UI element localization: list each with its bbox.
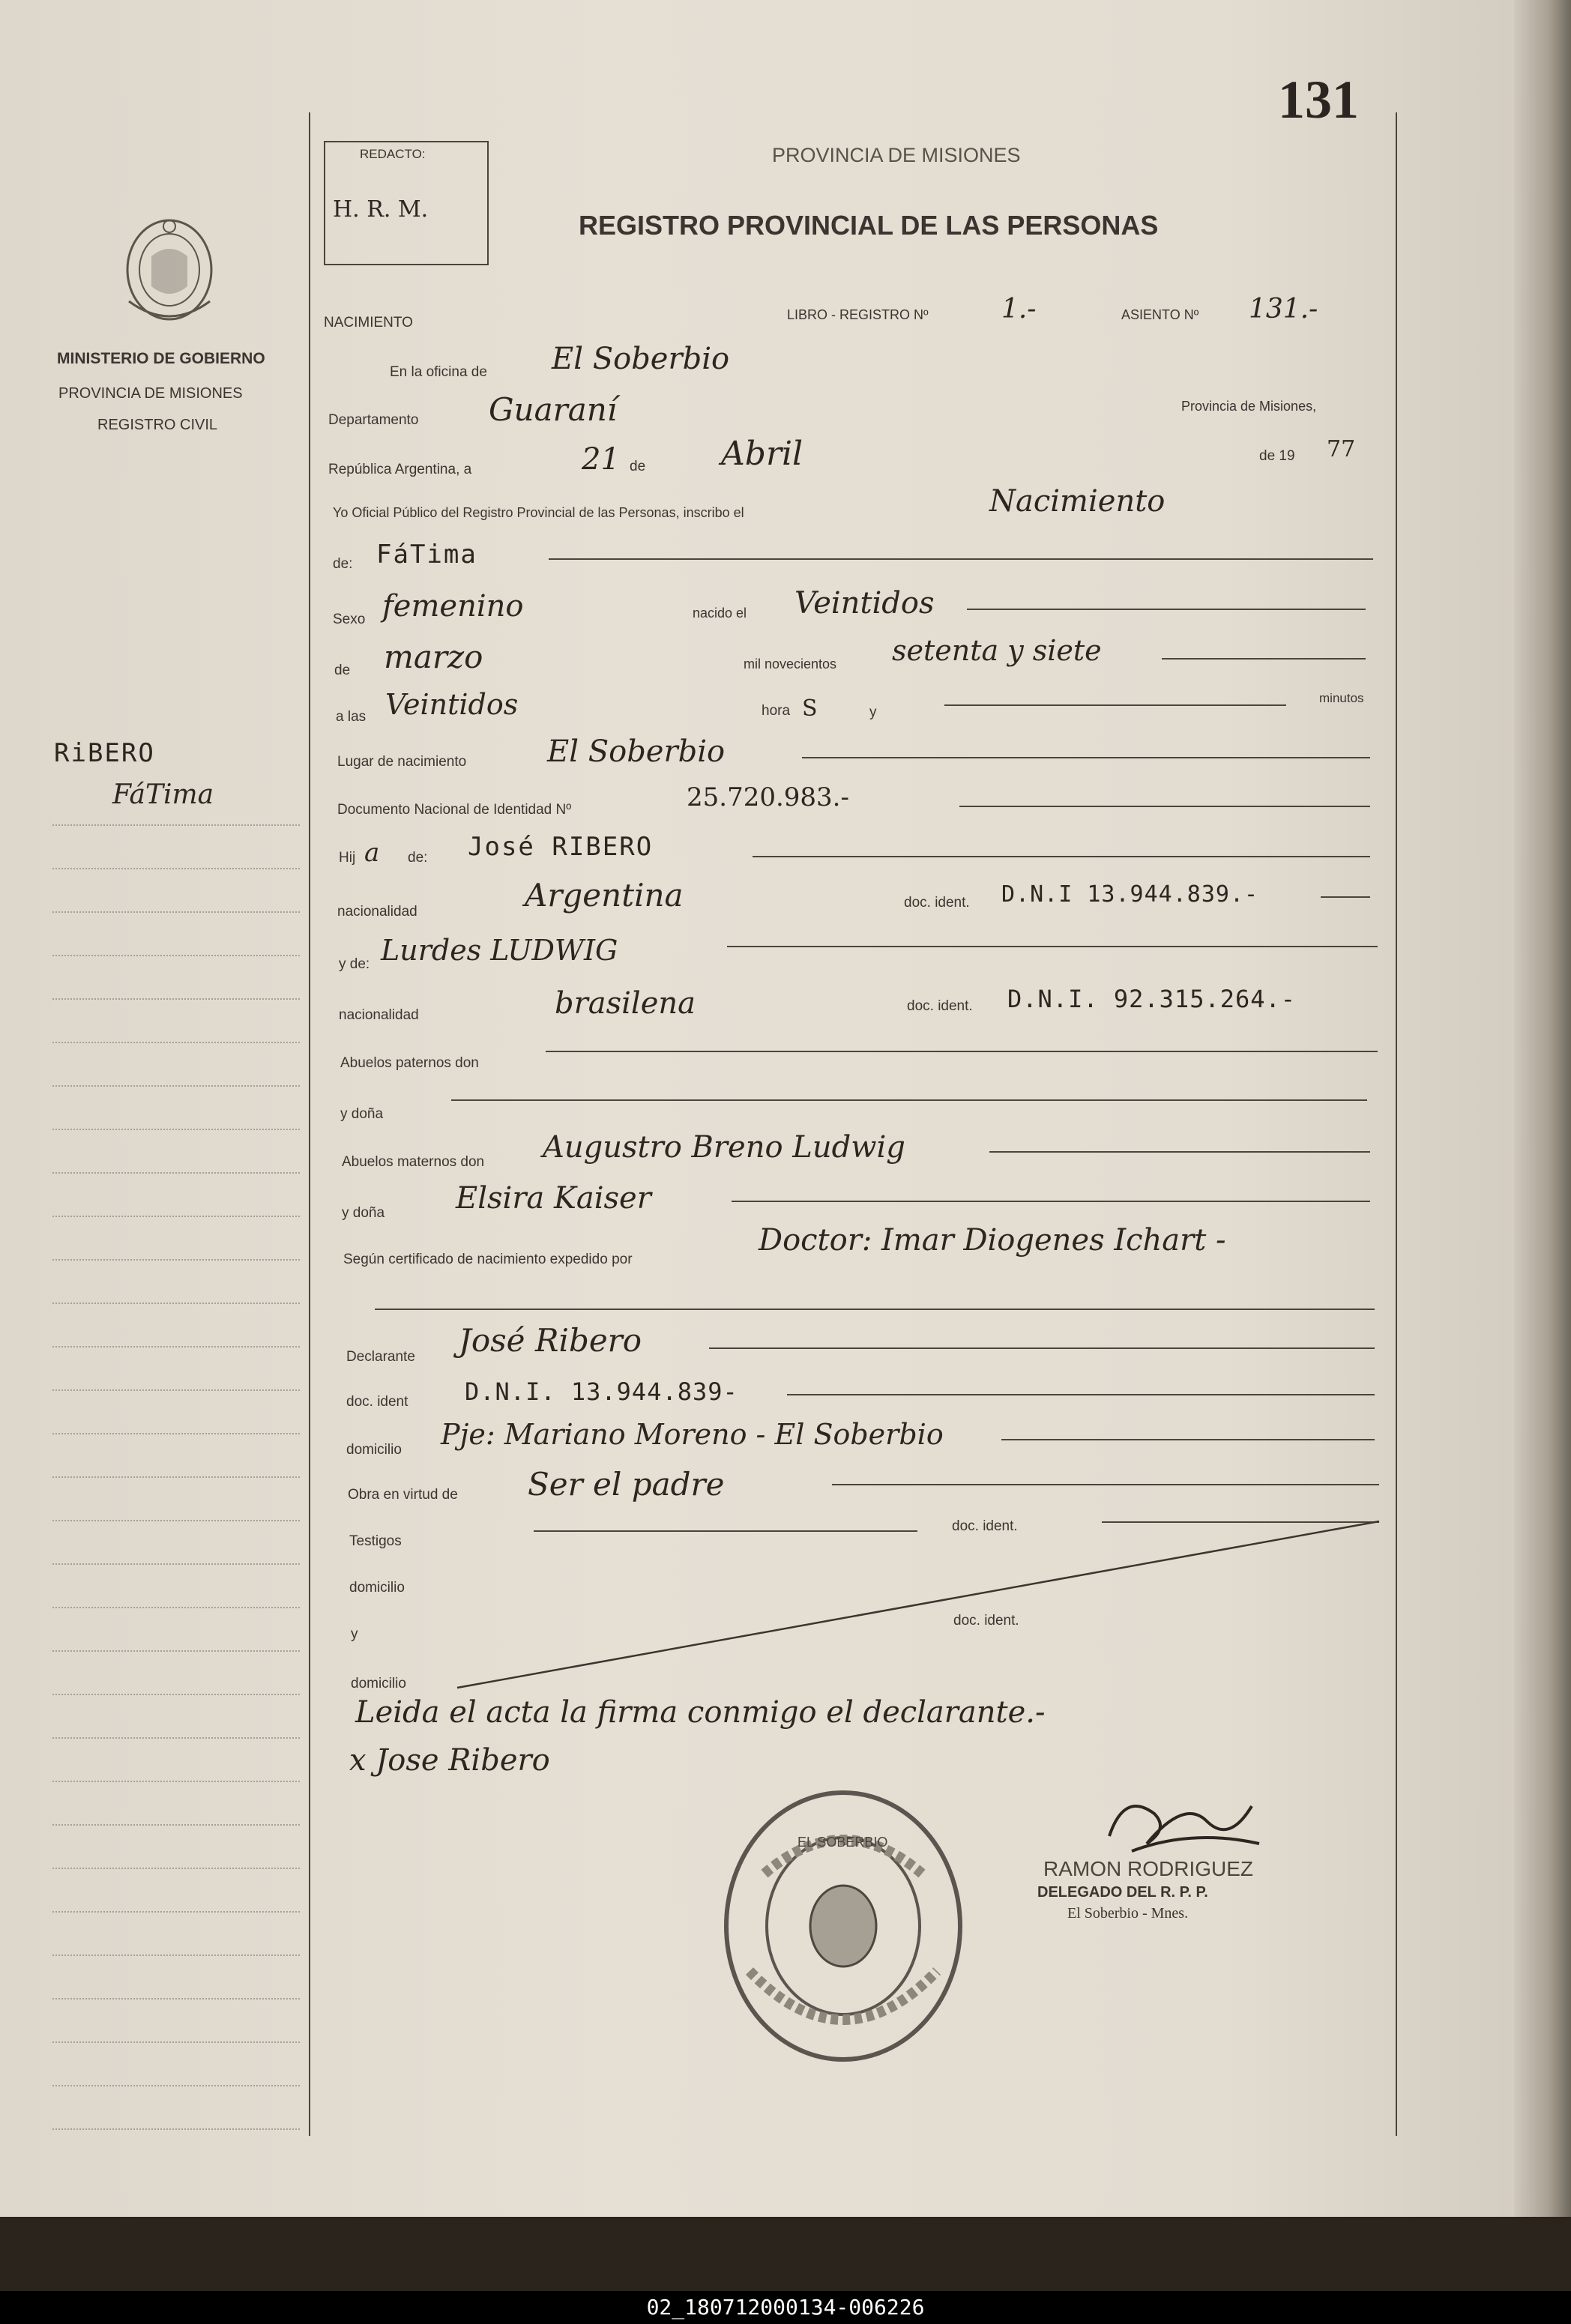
y-de-label: y de: bbox=[339, 956, 370, 972]
del-label: de: bbox=[333, 556, 353, 572]
y-label: y bbox=[869, 704, 877, 720]
obra-label: Obra en virtud de bbox=[348, 1487, 458, 1503]
officer-title: DELEGADO DEL R. P. P. bbox=[1037, 1884, 1208, 1901]
margin-name: FáTima bbox=[112, 779, 214, 810]
abuelos-maternos-label: Abuelos maternos don bbox=[342, 1154, 485, 1170]
domicilio-label: domicilio bbox=[346, 1442, 402, 1458]
header-province: PROVINCIA DE MISIONES bbox=[772, 144, 1021, 166]
alas-value: Veintidos bbox=[385, 688, 519, 721]
book-bottom bbox=[0, 2217, 1571, 2291]
hora-value: S bbox=[802, 695, 818, 722]
asiento-value: 131.- bbox=[1249, 294, 1318, 325]
image-caption: 02_180712000134-006226 bbox=[0, 2291, 1571, 2324]
oficina-label: En la oficina de bbox=[390, 364, 487, 380]
domicilio-value: Pje: Mariano Moreno - El Soberbio bbox=[441, 1418, 944, 1451]
cancel-stroke bbox=[450, 1514, 1387, 1694]
section-label: NACIMIENTO bbox=[324, 315, 413, 331]
minutos-label: minutos bbox=[1319, 691, 1364, 705]
nacido-label: nacido el bbox=[693, 606, 747, 621]
acto-value: Nacimiento bbox=[989, 484, 1166, 519]
ministry-emblem bbox=[114, 211, 225, 331]
abuelos-paternos-label: Abuelos paternos don bbox=[340, 1055, 479, 1071]
sexo-value: femenino bbox=[382, 589, 524, 624]
testigos-label: Testigos bbox=[349, 1533, 402, 1549]
hijo-label: Hij bbox=[339, 850, 356, 866]
lugar-label: Lugar de nacimiento bbox=[337, 754, 467, 770]
padre-nac-value: Argentina bbox=[525, 877, 684, 914]
sexo-label: Sexo bbox=[333, 612, 366, 627]
registry-seal bbox=[720, 1784, 967, 2068]
padre-doc-value: D.N.I 13.944.839.- bbox=[1001, 881, 1259, 908]
redacto-label: REDACTO: bbox=[360, 147, 426, 161]
nacionalidad2-label: nacionalidad bbox=[339, 1007, 419, 1023]
hijo-suffix: a bbox=[364, 838, 380, 868]
officer-place: El Soberbio - Mnes. bbox=[1067, 1905, 1189, 1922]
libro-label: LIBRO - REGISTRO Nº bbox=[787, 307, 929, 322]
departamento-label: Departamento bbox=[328, 412, 419, 428]
coat-of-arms-icon bbox=[114, 211, 225, 331]
mes-nac-value: marzo bbox=[384, 639, 483, 675]
provincia-suffix: Provincia de Misiones, bbox=[1181, 399, 1317, 414]
domicilio2-label: domicilio bbox=[349, 1580, 405, 1596]
doc-label: doc. ident. bbox=[904, 895, 970, 911]
year-prefix: de 19 bbox=[1259, 448, 1295, 464]
madre-doc-value: D.N.I. 92.315.264.- bbox=[1007, 985, 1297, 1013]
hijo-de-label: de: bbox=[408, 850, 428, 866]
y2-label: y bbox=[351, 1626, 358, 1642]
abuelos-maternos-dona-value: Elsira Kaiser bbox=[456, 1181, 651, 1216]
obra-value: Ser el padre bbox=[528, 1466, 725, 1503]
libro-value: 1.- bbox=[1001, 294, 1037, 325]
doc2-label: doc. ident. bbox=[907, 998, 973, 1014]
sidebar-province: PROVINCIA DE MISIONES bbox=[58, 385, 243, 402]
doc-ident3-label: doc. ident. bbox=[952, 1518, 1018, 1534]
page-number: 131 bbox=[1278, 70, 1359, 130]
anio-nac-value: setenta y siete bbox=[892, 634, 1102, 667]
y-dona2-label: y doña bbox=[342, 1205, 385, 1221]
officer-name: RAMON RODRIGUEZ bbox=[1043, 1857, 1253, 1880]
seal-inner-text: EL SOBERBIO bbox=[797, 1835, 888, 1850]
hora-label: hora bbox=[762, 703, 791, 719]
de2-label: de bbox=[334, 663, 351, 678]
alas-label: a las bbox=[336, 709, 367, 725]
oficial-label: Yo Oficial Público del Registro Provincial de las Personas, inscribo el bbox=[333, 505, 744, 520]
nombre-value: FáTima bbox=[376, 540, 477, 570]
padre-value: José RIBERO bbox=[468, 832, 654, 862]
de-label: de bbox=[630, 459, 646, 474]
mes-value: Abril bbox=[721, 435, 803, 473]
certificado-value: Doctor: Imar Diogenes Ichart - bbox=[759, 1223, 1226, 1258]
declarante-value: José Ribero bbox=[459, 1322, 642, 1359]
nacido-value: Veintidos bbox=[794, 586, 935, 621]
declarante-label: Declarante bbox=[346, 1349, 415, 1365]
asiento-label: ASIENTO Nº bbox=[1121, 307, 1199, 322]
declarante-signature: x Jose Ribero bbox=[349, 1743, 550, 1778]
redacto-value: H. R. M. bbox=[333, 196, 429, 223]
lugar-value: El Soberbio bbox=[547, 734, 726, 769]
dni-value: 25.720.983.- bbox=[687, 782, 849, 812]
seal-icon bbox=[720, 1784, 967, 2068]
year-value: 77 bbox=[1327, 436, 1356, 462]
sidebar-ministry: MINISTERIO DE GOBIERNO bbox=[57, 350, 265, 367]
departamento-value: Guaraní bbox=[489, 391, 618, 428]
book-edge bbox=[1514, 0, 1571, 2217]
certificado-label: Según certificado de nacimiento expedido por bbox=[343, 1252, 633, 1267]
nacionalidad-label: nacionalidad bbox=[337, 904, 417, 920]
oficina-value: El Soberbio bbox=[552, 342, 730, 376]
madre-nac-value: brasilena bbox=[555, 986, 696, 1021]
madre-value: Lurdes LUDWIG bbox=[381, 934, 618, 967]
margin-surname: RiBERO bbox=[54, 738, 155, 768]
dni-label: Documento Nacional de Identidad Nº bbox=[337, 802, 572, 818]
abuelos-maternos-don-value: Augustro Breno Ludwig bbox=[543, 1130, 905, 1165]
y-dona-label: y doña bbox=[340, 1106, 384, 1122]
republica-label: República Argentina, a bbox=[328, 462, 472, 477]
document-title: REGISTRO PROVINCIAL DE LAS PERSONAS bbox=[579, 210, 1159, 241]
declarante-doc-value: D.N.I. 13.944.839- bbox=[465, 1377, 738, 1406]
sidebar-office: REGISTRO CIVIL bbox=[97, 417, 218, 433]
domicilio3-label: domicilio bbox=[351, 1676, 406, 1691]
doc-ident-label: doc. ident bbox=[346, 1394, 408, 1410]
closing-text: Leida el acta la firma conmigo el declarante.- bbox=[355, 1695, 1046, 1730]
doc-ident4-label: doc. ident. bbox=[953, 1613, 1019, 1629]
mil-label: mil novecientos bbox=[744, 657, 837, 671]
dia-value: 21 bbox=[582, 442, 620, 477]
